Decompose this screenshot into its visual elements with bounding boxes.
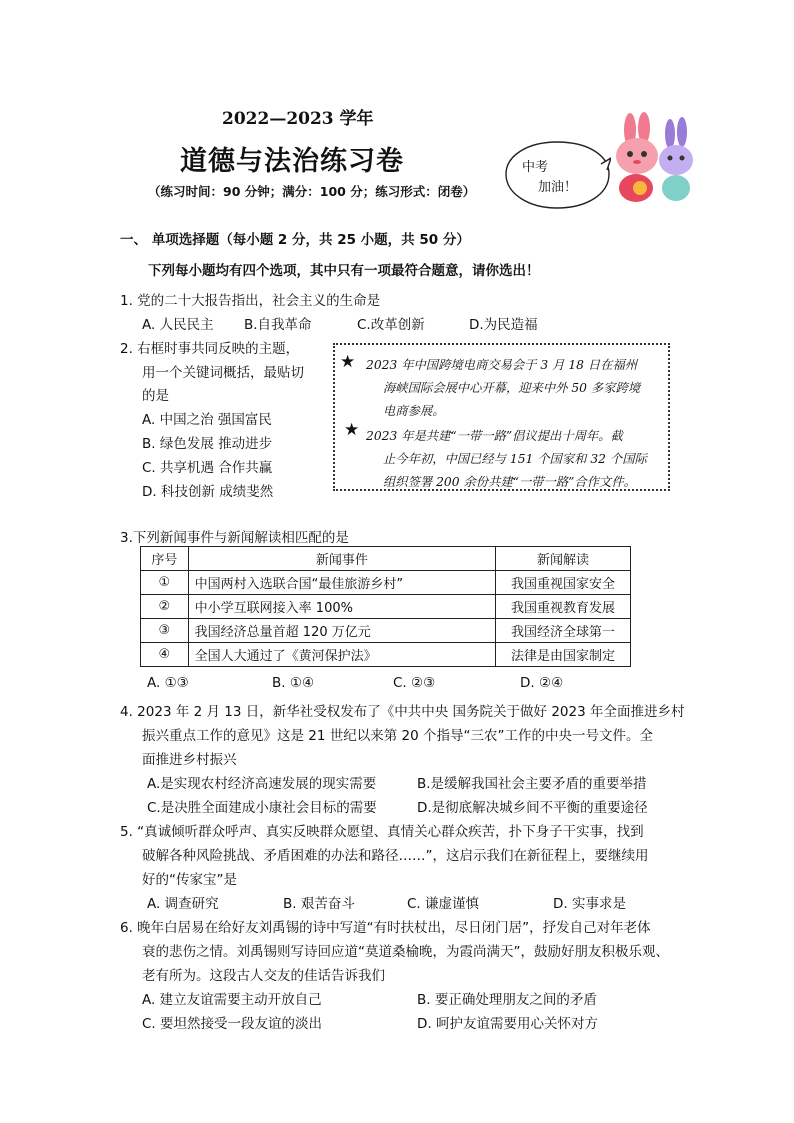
row-number: ① — [141, 571, 189, 595]
q4-option-a[interactable]: A.是实现农村经济高速发展的现实需要 — [147, 776, 377, 792]
table-row — [141, 571, 631, 595]
q4-option-c[interactable]: C.是决胜全面建成小康社会目标的需要 — [147, 800, 377, 816]
school-year: 2022—2023 学年 — [222, 109, 374, 129]
table-row — [141, 643, 631, 667]
question-6-stem-line-3: 老有所为。这段古人交友的佳话告诉我们 — [142, 968, 385, 984]
news-interpretation: 我国重视教育发展 — [496, 595, 631, 619]
question-6-stem-line-2: 衰的悲伤之情。刘禹锡则写诗回应道“莫道桑榆晚，为霞尚满天”，鼓励好朋友积极乐观、 — [142, 944, 669, 960]
table-row — [141, 619, 631, 643]
table-row — [141, 595, 631, 619]
section-instruction: 下列每小题均有四个选项，其中只有一项最符合题意，请你选出！ — [148, 263, 540, 279]
page-title: 道德与法治练习卷 — [180, 146, 404, 177]
question-6-stem-line-1: 6. 晚年白居易在给好友刘禹锡的诗中写道“有时扶杖出，尽日闭门居”，抒发自己对年老体 — [120, 920, 651, 936]
row-number: ③ — [141, 619, 189, 643]
q2-option-d[interactable]: D. 科技创新 成绩斐然 — [142, 484, 274, 500]
q2-option-c[interactable]: C. 共享机遇 合作共赢 — [142, 460, 273, 476]
news-interpretation: 我国重视国家安全 — [496, 571, 631, 595]
news-interpretation: 法律是由国家制定 — [496, 643, 631, 667]
q5-option-c[interactable]: C. 谦虚谨慎 — [407, 896, 480, 912]
question-4-stem-line-1: 4. 2023 年 2 月 13 日，新华社受权发布了《中共中央 国务院关于做好 2023 年全面推进乡村 — [120, 704, 685, 720]
question-5-stem-line-1: 5. “真诚倾听群众呼声、真实反映群众愿望、真情关心群众疾苦，扑下身子干实事，找到 — [120, 824, 644, 840]
q3-option-a[interactable]: A. ①③ — [147, 675, 189, 691]
q6-option-a[interactable]: A. 建立友谊需要主动开放自己 — [142, 992, 322, 1008]
row-number: ④ — [141, 643, 189, 667]
q1-option-a[interactable]: A. 人民民主 — [142, 317, 214, 333]
q6-option-d[interactable]: D. 呵护友谊需要用心关怀对方 — [417, 1016, 598, 1032]
rabbit-mascot-illustration — [600, 112, 700, 204]
question-5-stem-line-2: 破解各种风险挑战、矛盾困难的办法和路径……”，这启示我们在新征程上，要继续用 — [142, 848, 649, 864]
exam-info: （练习时间：90 分钟；满分：100 分；练习形式：闭卷） — [148, 184, 476, 199]
question-4-stem-line-2: 振兴重点工作的意见》这是 21 世纪以来第 20 个指导“三农”工作的中央一号文件。全 — [142, 728, 654, 744]
question-2-stem-line-1: 2. 右框时事共同反映的主题， — [120, 341, 300, 357]
column-header: 序号 — [141, 547, 189, 571]
star-icon: ★ — [344, 420, 360, 440]
news-box-line: 2023 年中国跨境电商交易会于 3 月 18 日在福州 — [366, 358, 638, 372]
news-table — [140, 546, 631, 667]
bubble-text-1: 中考 — [522, 160, 549, 175]
news-interpretation: 我国经济全球第一 — [496, 619, 631, 643]
star-icon: ★ — [340, 352, 356, 372]
column-header: 新闻解读 — [496, 547, 631, 571]
q3-option-b[interactable]: B. ①④ — [272, 675, 315, 691]
q4-option-d[interactable]: D.是彻底解决城乡间不平衡的重要途径 — [417, 800, 648, 816]
news-box-line: 组织签署 200 余份共建“一带一路”合作文件。 — [383, 475, 636, 489]
q2-option-a[interactable]: A. 中国之治 强国富民 — [142, 412, 272, 428]
q5-option-b[interactable]: B. 艰苦奋斗 — [283, 896, 355, 912]
q2-option-b[interactable]: B. 绿色发展 推动进步 — [142, 436, 273, 452]
table-header-row — [141, 547, 631, 571]
question-3-stem: 3.下列新闻事件与新闻解读相匹配的是 — [120, 530, 349, 546]
news-box-line: 海峡国际会展中心开幕，迎来中外 50 多家跨境 — [383, 381, 641, 395]
question-1-stem: 1. 党的二十大报告指出，社会主义的生命是 — [120, 293, 381, 309]
q1-option-c[interactable]: C.改革创新 — [357, 317, 425, 333]
news-event: 全国人大通过了《黄河保护法》 — [188, 643, 495, 667]
question-4-stem-line-3: 面推进乡村振兴 — [142, 752, 237, 768]
q3-option-c[interactable]: C. ②③ — [393, 675, 436, 691]
news-box-line: 止今年初，中国已经与 151 个国家和 32 个国际 — [383, 452, 647, 466]
q6-option-c[interactable]: C. 要坦然接受一段友谊的淡出 — [142, 1016, 323, 1032]
q4-option-b[interactable]: B.是缓解我国社会主要矛盾的重要举措 — [417, 776, 647, 792]
news-event: 我国经济总量首超 120 万亿元 — [188, 619, 495, 643]
q1-option-b[interactable]: B.自我革命 — [244, 317, 312, 333]
q5-option-a[interactable]: A. 调查研究 — [147, 896, 219, 912]
news-event: 中国两村入选联合国“最佳旅游乡村” — [188, 571, 495, 595]
bubble-text-2: 加油！ — [538, 180, 578, 195]
q6-option-b[interactable]: B. 要正确处理朋友之间的矛盾 — [417, 992, 597, 1008]
news-box-line: 2023 年是共建“一带一路”倡议提出十周年。截 — [366, 429, 623, 443]
question-2-stem-line-2: 用一个关键词概括，最贴切 — [142, 365, 304, 381]
q3-option-d[interactable]: D. ②④ — [520, 675, 564, 691]
section-heading: 一、 单项选择题（每小题 2 分，共 25 小题，共 50 分） — [120, 232, 470, 248]
q5-option-d[interactable]: D. 实事求是 — [553, 896, 626, 912]
column-header: 新闻事件 — [188, 547, 495, 571]
q1-option-d[interactable]: D.为民造福 — [469, 317, 538, 333]
question-5-stem-line-3: 好的“传家宝”是 — [142, 872, 237, 888]
news-event: 中小学互联网接入率 100% — [188, 595, 495, 619]
row-number: ② — [141, 595, 189, 619]
news-box-line: 电商参展。 — [383, 404, 445, 418]
question-2-stem-line-3: 的是 — [142, 388, 169, 404]
